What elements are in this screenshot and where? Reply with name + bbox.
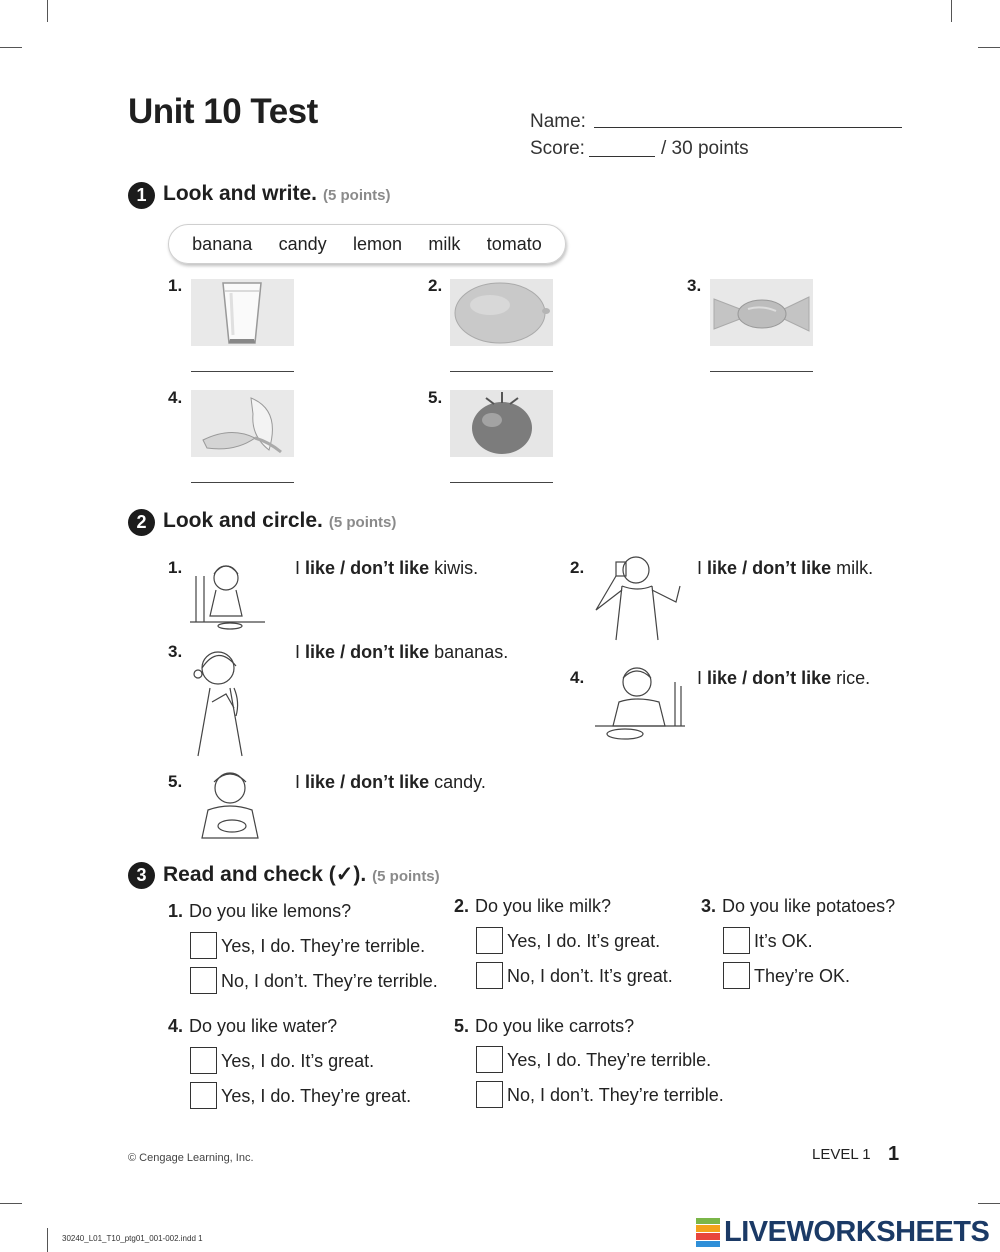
section-number: 1 — [128, 182, 155, 209]
crop-mark — [47, 0, 48, 22]
liveworksheets-logo-text: LIVEWORKSHEETS — [724, 1216, 990, 1248]
crop-mark — [0, 47, 22, 48]
section-number: 2 — [128, 509, 155, 536]
option-text: Yes, I do. It’s great. — [507, 931, 661, 951]
checkbox[interactable] — [723, 927, 750, 954]
answer-line[interactable] — [450, 371, 553, 372]
score-input-line[interactable] — [589, 135, 655, 157]
girl-eating-kiwis-illustration — [190, 556, 265, 632]
word-bank-item: milk — [428, 233, 461, 254]
score-total: / 30 points — [661, 138, 749, 159]
level-label: LEVEL 1 — [812, 1146, 871, 1163]
choice-dont-like[interactable]: don’t like — [752, 558, 832, 578]
checkbox[interactable] — [723, 962, 750, 989]
wrapped-candy-icon — [710, 279, 813, 346]
checkbox[interactable] — [476, 1046, 503, 1073]
copyright: © Cengage Learning, Inc. — [128, 1152, 254, 1164]
choice-dont-like[interactable]: don’t like — [752, 668, 832, 688]
option-text: No, I don’t. They’re terrible. — [221, 971, 438, 991]
answer-line[interactable] — [191, 482, 294, 483]
word-bank-item: tomato — [486, 233, 542, 254]
item-number: 4. — [168, 388, 183, 407]
circle-sentence: I like / don’t like candy. — [295, 772, 486, 792]
checkbox[interactable] — [476, 962, 503, 989]
section-title-text: Look and write. — [163, 182, 318, 205]
option-text: Yes, I do. They’re terrible. — [221, 936, 426, 956]
choice-dont-like[interactable]: don’t like — [350, 642, 430, 662]
choice-like[interactable]: like — [305, 772, 336, 792]
section-title-text: Look and circle. — [163, 509, 323, 532]
item-number: 2. — [428, 276, 443, 295]
item-number: 5. — [168, 772, 183, 791]
option-text: Yes, I do. They’re terrible. — [507, 1050, 712, 1070]
score-label: Score: — [530, 138, 585, 159]
option-text: No, I don’t. They’re terrible. — [507, 1085, 724, 1105]
boy-eating-candy-illustration — [190, 766, 272, 844]
liveworksheets-logo[interactable] — [696, 1216, 989, 1249]
word-bank-item: banana — [192, 233, 253, 254]
section-title — [163, 182, 391, 206]
crop-mark — [978, 47, 1000, 48]
option-text: It’s OK. — [754, 931, 813, 951]
section-title-text: Read and check (✓). — [163, 863, 367, 886]
question: 1. Do you like lemons? — [168, 901, 352, 921]
option-text: No, I don’t. It’s great. — [507, 966, 673, 986]
answer-line[interactable] — [191, 371, 294, 372]
file-slug: 30240_L01_T10_ptg01_001-002.indd 1 — [62, 1234, 203, 1243]
checkbox[interactable] — [190, 967, 217, 994]
question: 5. Do you like carrots? — [454, 1016, 635, 1036]
lemon-icon — [450, 279, 553, 346]
section-title — [163, 509, 396, 533]
option-text: Yes, I do. They’re great. — [221, 1086, 412, 1106]
item-number: 1. — [168, 276, 183, 295]
item-number: 1. — [168, 558, 183, 577]
choice-like[interactable]: like — [707, 558, 738, 578]
girl-eating-banana-illustration — [190, 644, 250, 758]
checkbox[interactable] — [190, 1082, 217, 1109]
checkbox[interactable] — [476, 927, 503, 954]
item-number: 3. — [687, 276, 702, 295]
section-points: (5 points) — [323, 187, 391, 204]
boy-drinking-milk-illustration — [592, 550, 690, 642]
page-number: 1 — [888, 1143, 900, 1165]
crop-mark — [0, 1203, 22, 1204]
section-points: (5 points) — [372, 868, 440, 885]
circle-sentence: I like / don’t like rice. — [697, 668, 871, 688]
choice-like[interactable]: like — [707, 668, 738, 688]
crop-mark — [951, 0, 952, 22]
crop-mark — [978, 1203, 1000, 1204]
peeled-banana-icon — [191, 390, 294, 457]
choice-like[interactable]: like — [305, 642, 336, 662]
answer-line[interactable] — [450, 482, 553, 483]
choice-like[interactable]: like — [305, 558, 336, 578]
crop-mark — [47, 1228, 48, 1252]
choice-dont-like[interactable]: don’t like — [350, 772, 430, 792]
checkbox[interactable] — [190, 932, 217, 959]
section-points: (5 points) — [328, 514, 397, 531]
option-text: They’re OK. — [754, 966, 851, 986]
item-number: 2. — [570, 558, 585, 577]
page-title: Unit 10 Test — [128, 92, 318, 131]
item-number: 3. — [168, 642, 183, 661]
option-text: Yes, I do. It’s great. — [221, 1051, 375, 1071]
answer-line[interactable] — [710, 371, 813, 372]
question: 4. Do you like water? — [168, 1016, 338, 1036]
word-bank-item: candy — [278, 233, 327, 254]
word-bank — [168, 224, 566, 264]
tomato-icon — [450, 390, 553, 457]
name-label: Name: — [530, 111, 586, 132]
checkbox[interactable] — [190, 1047, 217, 1074]
choice-dont-like[interactable]: don’t like — [350, 558, 430, 578]
section-number: 3 — [128, 862, 155, 889]
liveworksheets-logo-icon — [696, 1218, 720, 1248]
glass-of-milk-icon — [191, 279, 294, 346]
question: 3. Do you like potatoes? — [701, 896, 896, 916]
circle-sentence: I like / don’t like kiwis. — [295, 558, 479, 578]
item-number: 4. — [570, 668, 585, 687]
circle-sentence: I like / don’t like bananas. — [295, 642, 509, 662]
item-number: 5. — [428, 388, 443, 407]
section-title — [163, 862, 440, 887]
checkbox[interactable] — [476, 1081, 503, 1108]
circle-sentence: I like / don’t like milk. — [697, 558, 874, 578]
boy-eating-rice-illustration — [595, 662, 685, 744]
name-input-line[interactable] — [594, 106, 902, 128]
word-bank-item: lemon — [353, 233, 403, 254]
question: 2. Do you like milk? — [454, 896, 612, 916]
